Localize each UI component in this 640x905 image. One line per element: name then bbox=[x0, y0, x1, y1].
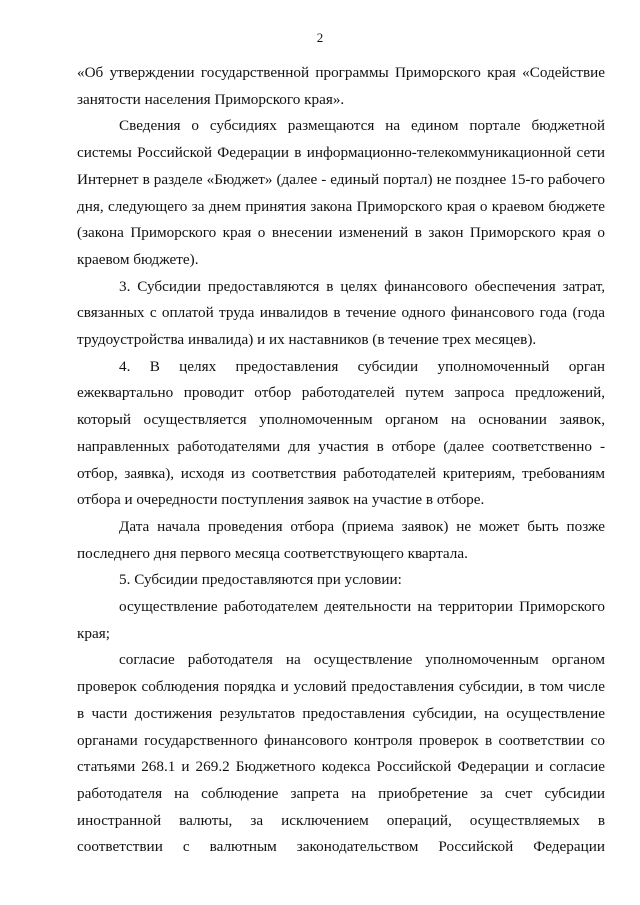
document-body bbox=[77, 60, 605, 861]
paragraph-condition-consent: согласие работодателя на осуществление уполномоченным органом проверок соблюдения порядка и условий предоставления субсидии, в том числе в части достижения результатов предоставления субсидии, на осуществление органами государственного финансового контроля проверок в соответствии со статьями 268.1 и 269.2 Бюджетного кодекса Российской Федерации и согласие работодателя на соблюдение запрета на приобретение за счет субсидии иностранной валюты, за исключением операций, осуществляемых в соответствии с валютным законодательством Российской Федерации bbox=[77, 651, 605, 856]
paragraph-clause-5: 5. Субсидии предоставляются при условии: bbox=[119, 571, 402, 589]
paragraph-condition-territory: осуществление работодателем деятельности на территории Приморского края; bbox=[77, 598, 605, 642]
paragraph-clause-3: 3. Субсидии предоставляются в целях финансового обеспечения затрат, связанных с оплатой труда инвалидов в течение одного финансового года (года трудоустройства инвалида) и их наставников (в течение трех месяцев). bbox=[77, 277, 605, 349]
page-number: 2 bbox=[316, 30, 324, 45]
paragraph-clause-4: 4. В целях предоставления субсидии уполномоченный орган ежеквартально проводит отбор работодателей путем запроса предложений, который осуществляется уполномоченным органом на основании заявок, направленных работодателями для участия в отборе (далее соответственно - отбор, заявка), исходя из соответствия работодателей критериям, требованиям отбора и очередности поступления заявок на участие в отборе. bbox=[77, 357, 605, 509]
paragraph-subsidy-info: Сведения о субсидиях размещаются на едином портале бюджетной системы Российской Федерации в информационно-телекоммуникационной сети Интернет в разделе «Бюджет» (далее - единый портал) не позднее 15-го рабочего дня, следующего за днем принятия закона Приморского края о краевом бюджете (закона Приморского края о внесении изменений в закон Приморского края о краевом бюджете). bbox=[77, 117, 605, 268]
paragraph-program-title: «Об утверждении государственной программы Приморского края «Содействие занятости населения Приморского края». bbox=[77, 64, 605, 108]
paragraph-selection-date: Дата начала проведения отбора (приема заявок) не может быть позже последнего дня первого месяца соответствующего квартала. bbox=[77, 517, 605, 562]
